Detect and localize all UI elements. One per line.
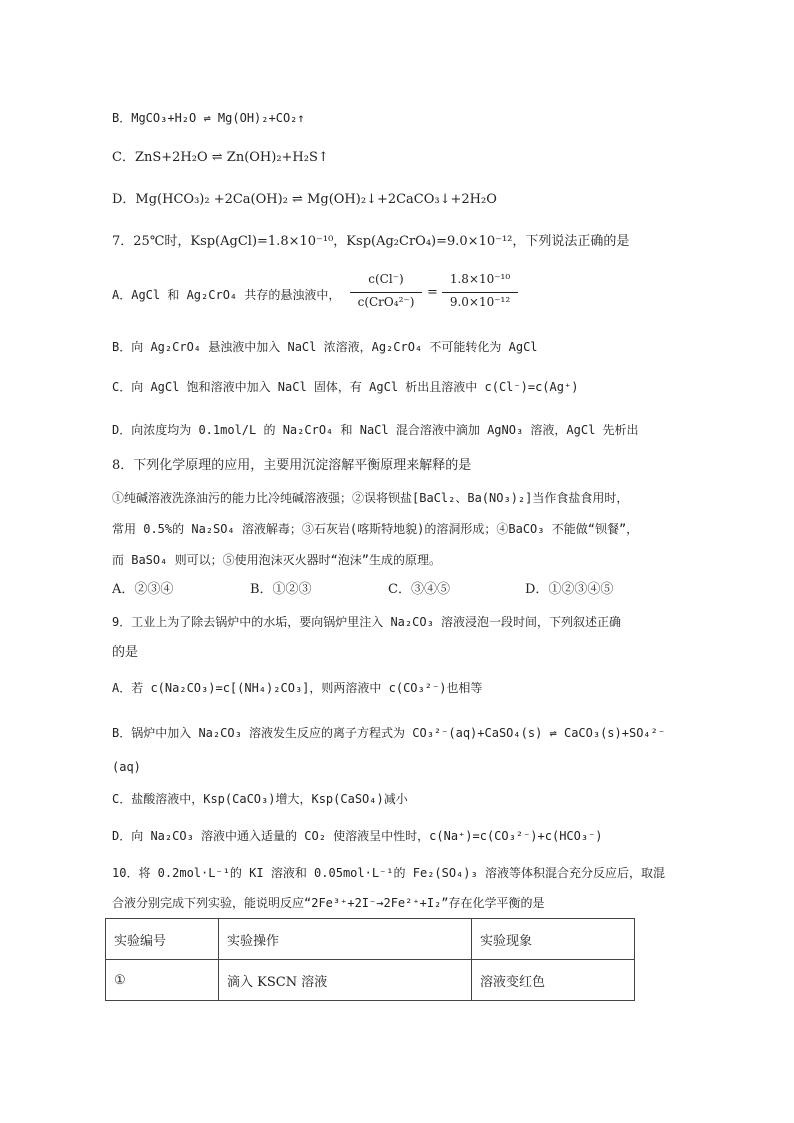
question-7-option-d: D．向浓度均为 0.1mol/L 的 Na₂CrO₄ 和 NaCl 混合溶液中滴加 AgNO₃ 溶液，AgCl 先析出 xyxy=(112,423,639,437)
question-9-stem-line-1: 9．工业上为了除去锅炉中的水垢，要向锅炉里注入 Na₂CO₃ 溶液浸泡一段时间，下列叙述正确 xyxy=(112,615,622,629)
fraction-denominator: 9.0×10⁻¹² xyxy=(449,295,511,309)
table-cell: 滴入 KSCN 溶液 xyxy=(219,960,472,1001)
question-9-stem-line-2: 的是 xyxy=(112,645,139,660)
question-8-body-line-3: 而 BaSO₄ 则可以；⑤使用泡沫灭火器时“泡沫”生成的原理。 xyxy=(112,553,442,567)
experiment-table xyxy=(105,918,635,1001)
table-header-cell: 实验现象 xyxy=(472,919,635,960)
question-7-stem: 7．25℃时，Ksp(AgCl)=1.8×10⁻¹⁰，Ksp(Ag₂CrO₄)=9.0×10⁻¹²，下列说法正确的是 xyxy=(112,234,630,249)
table-cell: 溶液变红色 xyxy=(472,960,635,1001)
fraction-concentration-ratio xyxy=(350,272,422,314)
question-8-body-line-1: ①纯碱溶液洗涤油污的能力比冷纯碱溶液强；②误将钡盐[BaCl₂、Ba(NO₃)₂]当作食盐食用时， xyxy=(112,491,629,505)
question-8-option-d: D．①②③④⑤ xyxy=(525,582,614,597)
reaction-option-b: B．MgCO₃+H₂O ⇌ Mg(OH)₂+CO₂↑ xyxy=(112,111,305,125)
fraction-ksp-ratio xyxy=(442,272,518,314)
question-7-option-c: C．向 AgCl 饱和溶液中加入 NaCl 固体，有 AgCl 析出且溶液中 c(Cl⁻)=c(Ag⁺) xyxy=(112,380,579,394)
question-9-option-d: D．向 Na₂CO₃ 溶液中通入适量的 CO₂ 使溶液呈中性时，c(Na⁺)=c(CO₃²⁻)+c(HCO₃⁻) xyxy=(112,829,603,843)
equals-sign: = xyxy=(427,285,438,300)
question-8-body-line-2: 常用 0.5%的 Na₂SO₄ 溶液解毒；③石灰岩(喀斯特地貌)的溶洞形成；④BaCO₃ 不能做“钡餐”， xyxy=(112,522,639,536)
question-9-option-b-line-2: (aq) xyxy=(112,760,141,774)
question-8-option-b: B．①②③ xyxy=(250,582,312,597)
table-header-row xyxy=(106,919,635,960)
reaction-option-c: C．ZnS+2H₂O ⇌ Zn(OH)₂+H₂S↑ xyxy=(112,150,329,165)
question-8-stem: 8．下列化学原理的应用，主要用沉淀溶解平衡原理来解释的是 xyxy=(112,458,472,473)
question-8-option-c: C．③④⑤ xyxy=(388,582,450,597)
table-cell: ① xyxy=(106,960,219,1001)
question-8-option-a: A．②③④ xyxy=(112,582,174,597)
table-header-cell: 实验编号 xyxy=(106,919,219,960)
fraction-numerator: 1.8×10⁻¹⁰ xyxy=(449,272,511,286)
question-9-option-a: A．若 c(Na₂CO₃)=c[(NH₄)₂CO₃]，则两溶液中 c(CO₃²⁻)也相等 xyxy=(112,681,483,695)
question-10-stem-line-2: 合液分别完成下列实验，能说明反应“2Fe³⁺+2I⁻→2Fe²⁺+I₂”存在化学平衡的是 xyxy=(112,896,545,910)
question-10-stem-line-1: 10．将 0.2mol·L⁻¹的 KI 溶液和 0.05mol·L⁻¹的 Fe₂(SO₄)₃ 溶液等体积混合充分反应后，取混 xyxy=(112,866,665,880)
question-7-option-b: B．向 Ag₂CrO₄ 悬浊液中加入 NaCl 浓溶液，Ag₂CrO₄ 不可能转化为 AgCl xyxy=(112,340,538,354)
question-9-option-b-line-1: B．锅炉中加入 Na₂CO₃ 溶液发生反应的离子方程式为 CO₃²⁻(aq)+CaSO₄(s) ⇌ CaCO₃(s)+SO₄²⁻ xyxy=(112,726,666,740)
table-row xyxy=(106,960,635,1001)
reaction-option-d: D．Mg(HCO₃)₂ +2Ca(OH)₂ ⇌ Mg(OH)₂↓+2CaCO₃↓+2H₂O xyxy=(112,192,497,207)
question-7-option-a-prefix: A．AgCl 和 Ag₂CrO₄ 共存的悬浊液中， xyxy=(112,288,341,302)
table-header-cell: 实验操作 xyxy=(219,919,472,960)
question-9-option-c: C．盐酸溶液中，Ksp(CaCO₃)增大，Ksp(CaSO₄)减小 xyxy=(112,792,408,806)
fraction-numerator: c(Cl⁻) xyxy=(368,272,404,286)
fraction-denominator: c(CrO₄²⁻) xyxy=(357,295,415,309)
